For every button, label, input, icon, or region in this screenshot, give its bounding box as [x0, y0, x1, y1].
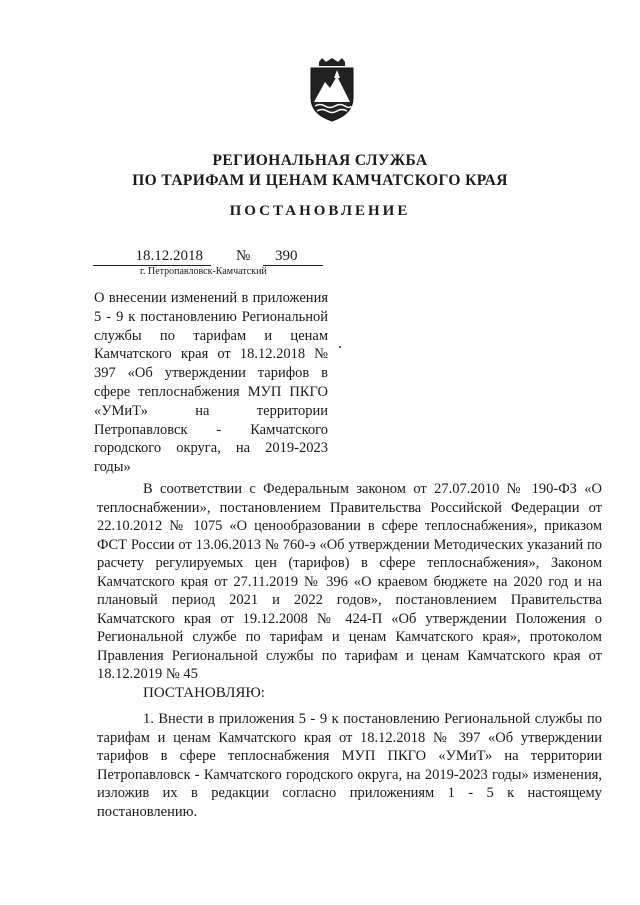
org-name-line2: ПО ТАРИФАМ И ЦЕНАМ КАМЧАТСКОГО КРАЯ	[132, 172, 508, 189]
number-value: 390	[275, 248, 298, 264]
date-field	[93, 248, 211, 266]
date-value: 18.12.2018	[135, 248, 203, 264]
stray-mark	[339, 346, 341, 348]
number-field	[263, 248, 323, 266]
decree-word: ПОСТАНОВЛЯЮ:	[143, 685, 265, 701]
item-1-paragraph: 1. Внести в приложения 5 - 9 к постановлению Региональной службы по тарифам и ценам Камчатского края от 18.12.2018 № 397 «Об утверждении тарифов в сфере теплоснабжения МУП ПКГО «УМиТ» на территории Петропавловск - Камчатского городского округа, на 2019-2023 годы» изменения, изложив их в редакции согласно приложениям 1 - 5 к настоящему постановлению.	[97, 711, 602, 820]
document-title: ПОСТАНОВЛЕНИЕ	[229, 203, 411, 219]
document-subject: О внесении изменений в приложения 5 - 9 к постановлению Региональной службы по тарифам и ценам Камчатского края от 18.12.2018 № 397 «Об утверждении тарифов в сфере теплоснабжения МУП ПКГО «УМиТ» на территории Петропавловск - Камчатского городского округа, на 2019-2023 годы»	[94, 290, 328, 476]
city: г. Петропавловск-Камчатский	[140, 266, 267, 277]
kamchatka-coat-of-arms-icon	[307, 58, 357, 122]
preamble-paragraph: В соответствии с Федеральным законом от 27.07.2010 № 190-ФЗ «О теплоснабжении», постановлением Правительства Российской Федерации от 22.10.2012 № 1075 «О ценообразовании в сфере теплоснабжения», приказом ФСТ России от 13.06.2013 № 760-э «Об утверждении Методических указаний по расчету регулируемых цен (тарифов) в сфере теплоснабжения», Законом Камчатского края от 27.11.2019 № 396 «О краевом бюджете на 2020 год и на плановый период 2021 и 2022 годов», постановлением Правительства Камчатского края от 19.12.2008 № 424-П «Об утверждении Положения о Региональной службе по тарифам и ценам Камчатского края», протоколом Правления Региональной службы по тарифам и ценам Камчатского края от 18.12.2019 № 45	[97, 481, 602, 682]
number-sign: №	[236, 248, 251, 264]
org-name-line1: РЕГИОНАЛЬНАЯ СЛУЖБА	[212, 152, 428, 169]
date-number-line	[93, 248, 323, 266]
